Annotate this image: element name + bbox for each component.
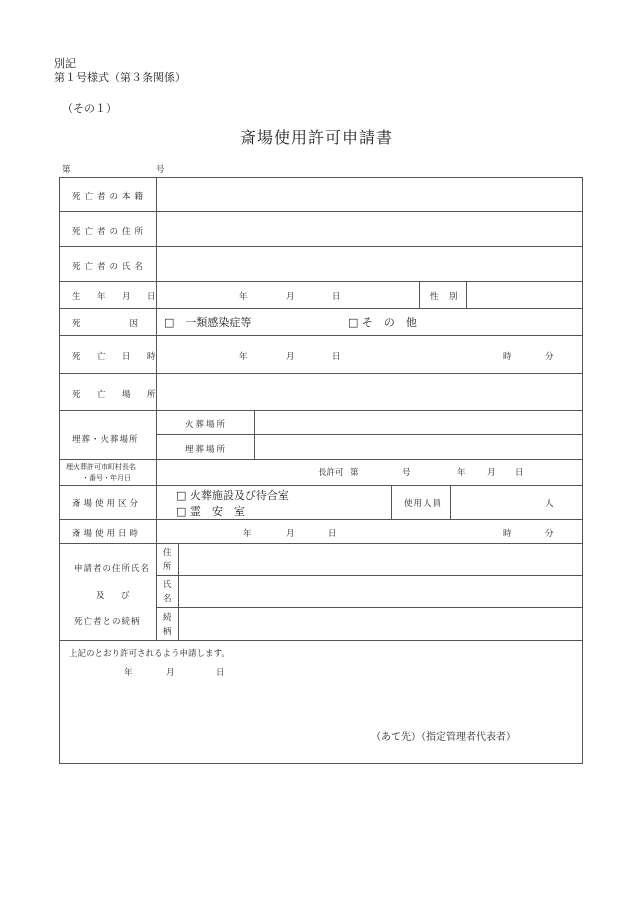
label-death-place: 死 亡 場 所 <box>72 390 160 400</box>
label-jusho: 死亡者の住所 <box>72 227 148 237</box>
death-month-unit: 月 <box>286 352 295 362</box>
usage-month-unit: 月 <box>286 529 295 539</box>
applicant-name-field[interactable] <box>180 576 582 606</box>
permit-dai: 第 <box>350 468 359 478</box>
application-day-unit: 日 <box>216 668 225 678</box>
label-burial-place: 埋葬場所 <box>185 445 228 455</box>
shimei-field[interactable] <box>158 247 582 280</box>
part-label: （その１） <box>62 102 117 115</box>
checkbox-other-cause[interactable]: □ そ の 他 <box>348 316 417 329</box>
label-name-short-1: 氏 <box>163 580 172 590</box>
label-death-cause: 死 因 <box>72 319 142 329</box>
birth-day-unit: 日 <box>332 292 341 302</box>
death-hour-unit: 時 <box>503 352 512 362</box>
label-applicant-address-name: 申請者の住所氏名 <box>74 564 151 574</box>
usage-year-unit: 年 <box>243 529 252 539</box>
usage-hour-unit: 時 <box>503 529 512 539</box>
checkbox-infectious-disease[interactable]: □ 一類感染症等 <box>164 316 252 329</box>
usage-count-divider-left <box>391 485 392 520</box>
number-prefix: 第 <box>62 165 71 175</box>
label-address-short-2: 所 <box>163 562 172 572</box>
place-sublabel-divider <box>254 410 255 460</box>
row-divider <box>59 335 583 336</box>
label-address-short-1: 住 <box>163 548 172 558</box>
number-suffix: 号 <box>156 165 165 175</box>
label-applicant-and: 及 び <box>96 591 134 601</box>
checkbox-mortuary[interactable]: □ 霊 安 室 <box>176 505 245 518</box>
birth-year-unit: 年 <box>239 292 248 302</box>
form-border-bottom <box>59 763 583 764</box>
usage-minute-unit: 分 <box>545 529 554 539</box>
honseki-field[interactable] <box>158 178 582 211</box>
burial-place-field[interactable] <box>256 435 582 458</box>
page-title: 斎場使用許可申請書 <box>240 128 394 147</box>
permit-day-unit: 日 <box>515 468 524 478</box>
addressee: （あて先）（指定管理者代表者） <box>371 732 516 743</box>
application-statement: 上記のとおり許可されるよう申請します。 <box>69 649 230 659</box>
label-usage-count: 使用人員 <box>404 499 443 509</box>
label-honseki: 死亡者の本籍 <box>72 192 148 202</box>
row-divider <box>59 308 583 309</box>
label-death-datetime: 死 亡 日 時 <box>72 352 160 362</box>
applicant-relationship-field[interactable] <box>180 608 582 639</box>
usage-count-divider-right <box>450 485 451 520</box>
label-name-short-2: 名 <box>163 594 172 604</box>
birth-month-unit: 月 <box>286 292 295 302</box>
label-shimei: 死亡者の氏名 <box>72 262 148 272</box>
label-usage-category: 斎場使用区分 <box>72 499 142 509</box>
cremation-place-field[interactable] <box>256 411 582 433</box>
label-relationship-short-1: 続 <box>163 613 172 623</box>
label-permit-line1: 埋火葬許可市町村長名 <box>66 463 136 471</box>
label-gender: 性 別 <box>430 292 459 302</box>
application-year-unit: 年 <box>124 668 133 678</box>
applicant-sublabel-divider <box>178 543 179 640</box>
label-burial-cremation-place: 埋葬・火葬場所 <box>72 435 139 445</box>
label-birthdate: 生 年 月 日 <box>72 292 160 302</box>
row-divider <box>59 640 583 641</box>
gender-field[interactable] <box>467 282 582 308</box>
jusho-field[interactable] <box>158 212 582 245</box>
label-usage-datetime: 斎場使用日時 <box>72 529 142 539</box>
form-border-right <box>582 177 583 764</box>
usage-person-unit: 人 <box>545 499 554 509</box>
application-month-unit: 月 <box>166 668 175 678</box>
permit-chokyoka: 長許可 <box>318 468 344 478</box>
row-divider <box>59 485 583 486</box>
permit-year-unit: 年 <box>457 468 466 478</box>
death-year-unit: 年 <box>239 352 248 362</box>
death-place-field[interactable] <box>158 374 582 409</box>
row-divider <box>59 519 583 520</box>
permit-go: 号 <box>402 468 411 478</box>
applicant-address-field[interactable] <box>180 544 582 574</box>
row-divider <box>59 459 583 460</box>
usage-day-unit: 日 <box>328 529 337 539</box>
permit-month-unit: 月 <box>487 468 496 478</box>
form-number: 第１号様式（第３条関係） <box>54 71 186 84</box>
death-minute-unit: 分 <box>545 352 554 362</box>
label-relationship-short-2: 柄 <box>163 627 172 637</box>
annex-label: 別記 <box>54 57 76 70</box>
label-permit-line2: ・番号・年月日 <box>82 474 131 482</box>
form-border-left <box>59 177 60 764</box>
label-applicant-relationship: 死亡者との続柄 <box>74 617 141 627</box>
checkbox-crematorium-waiting-room[interactable]: □ 火葬施設及び待合室 <box>176 489 289 502</box>
gender-divider-left <box>419 281 420 309</box>
death-day-unit: 日 <box>332 352 341 362</box>
label-cremation-place: 火葬場所 <box>185 420 228 430</box>
